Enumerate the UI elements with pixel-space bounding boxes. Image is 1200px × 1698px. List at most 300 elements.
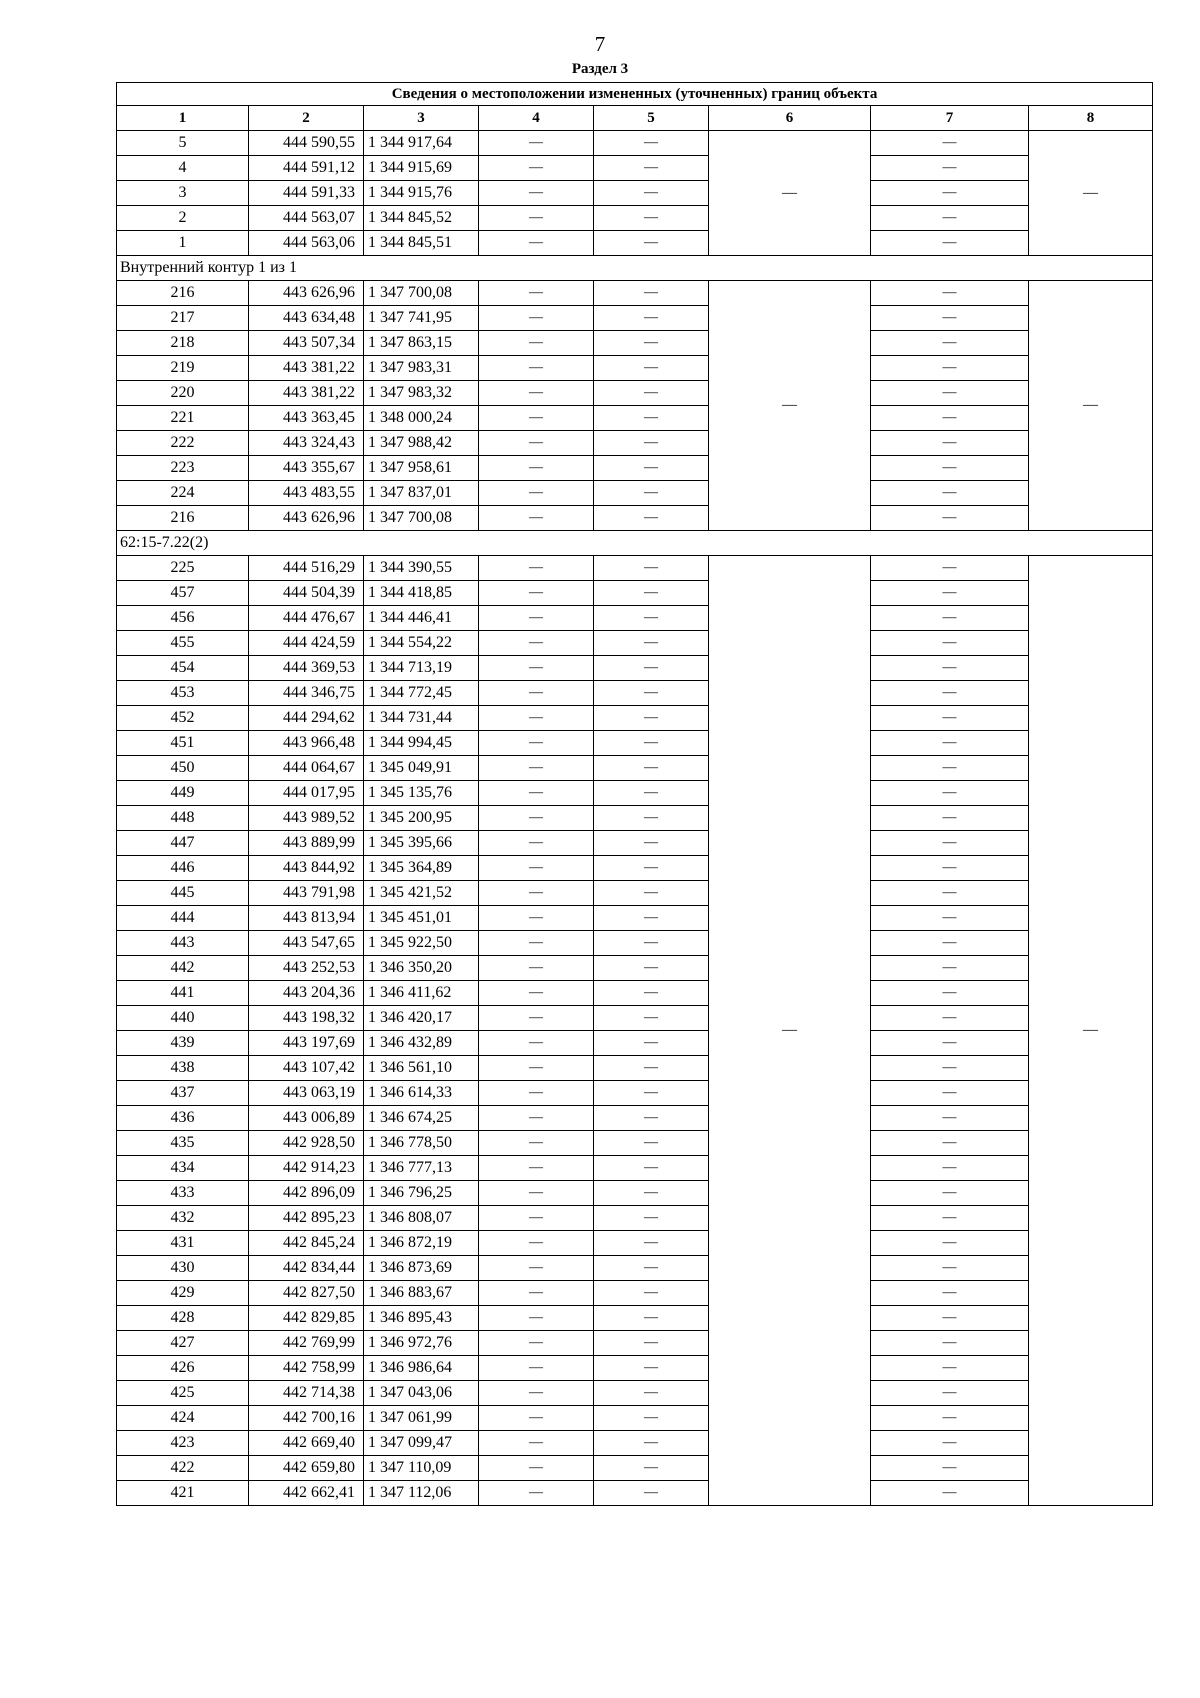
point-number: 437 <box>117 1081 249 1106</box>
col4-dash: — <box>479 231 594 256</box>
point-number: 428 <box>117 1306 249 1331</box>
coordinate-x: 444 591,12 <box>249 156 364 181</box>
col4-dash: — <box>479 1131 594 1156</box>
coordinate-x: 442 928,50 <box>249 1131 364 1156</box>
col7-dash: — <box>871 1356 1029 1381</box>
coordinate-x: 444 563,06 <box>249 231 364 256</box>
contour-group-row <box>117 256 1153 281</box>
col5-dash: — <box>594 1406 709 1431</box>
coordinate-y: 1 345 421,52 <box>364 881 479 906</box>
coordinate-y: 1 346 350,20 <box>364 956 479 981</box>
coordinate-y: 1 344 731,44 <box>364 706 479 731</box>
coordinate-y: 1 344 915,76 <box>364 181 479 206</box>
table-row <box>117 131 1153 156</box>
coordinate-x: 443 204,36 <box>249 981 364 1006</box>
point-number: 221 <box>117 406 249 431</box>
point-number: 225 <box>117 556 249 581</box>
col5-dash: — <box>594 1306 709 1331</box>
coordinate-y: 1 345 395,66 <box>364 831 479 856</box>
point-number: 436 <box>117 1106 249 1131</box>
col5-dash: — <box>594 431 709 456</box>
coordinate-y: 1 347 110,09 <box>364 1456 479 1481</box>
col4-dash: — <box>479 1106 594 1131</box>
coordinate-y: 1 346 614,33 <box>364 1081 479 1106</box>
coordinate-x: 443 252,53 <box>249 956 364 981</box>
col7-dash: — <box>871 1331 1029 1356</box>
point-number: 438 <box>117 1056 249 1081</box>
col7-dash: — <box>871 1181 1029 1206</box>
col4-dash: — <box>479 1306 594 1331</box>
col4-dash: — <box>479 131 594 156</box>
point-number: 222 <box>117 431 249 456</box>
point-number: 220 <box>117 381 249 406</box>
col4-dash: — <box>479 1331 594 1356</box>
table-row <box>117 956 1153 981</box>
table-row <box>117 356 1153 381</box>
col4-dash: — <box>479 431 594 456</box>
coordinate-y: 1 346 872,19 <box>364 1231 479 1256</box>
col5-dash: — <box>594 1181 709 1206</box>
coordinate-x: 442 845,24 <box>249 1231 364 1256</box>
coordinate-y: 1 346 873,69 <box>364 1256 479 1281</box>
col7-dash: — <box>871 1406 1029 1431</box>
coordinate-x: 443 381,22 <box>249 356 364 381</box>
col7-dash: — <box>871 1031 1029 1056</box>
point-number: 453 <box>117 681 249 706</box>
col7-dash: — <box>871 356 1029 381</box>
coordinate-x: 443 547,65 <box>249 931 364 956</box>
col5-dash: — <box>594 406 709 431</box>
col5-dash: — <box>594 331 709 356</box>
coordinate-y: 1 344 554,22 <box>364 631 479 656</box>
table-row <box>117 1081 1153 1106</box>
table-row <box>117 156 1153 181</box>
col7-dash: — <box>871 781 1029 806</box>
coordinate-x: 443 626,96 <box>249 281 364 306</box>
table-row <box>117 1131 1153 1156</box>
table-row <box>117 1031 1153 1056</box>
point-number: 5 <box>117 131 249 156</box>
table-row <box>117 1181 1153 1206</box>
point-number: 451 <box>117 731 249 756</box>
point-number: 424 <box>117 1406 249 1431</box>
point-number: 446 <box>117 856 249 881</box>
col4-dash: — <box>479 756 594 781</box>
col4-dash: — <box>479 1256 594 1281</box>
coordinate-x: 443 006,89 <box>249 1106 364 1131</box>
point-number: 217 <box>117 306 249 331</box>
col4-dash: — <box>479 656 594 681</box>
coordinate-y: 1 347 043,06 <box>364 1381 479 1406</box>
table-row <box>117 1406 1153 1431</box>
col5-dash: — <box>594 856 709 881</box>
column-number: 5 <box>594 106 709 131</box>
column-number: 6 <box>709 106 871 131</box>
table-row <box>117 1431 1153 1456</box>
coordinate-x: 443 324,43 <box>249 431 364 456</box>
col7-dash: — <box>871 1281 1029 1306</box>
coordinate-y: 1 347 988,42 <box>364 431 479 456</box>
col7-dash: — <box>871 731 1029 756</box>
coordinate-x: 443 791,98 <box>249 881 364 906</box>
col5-dash: — <box>594 1206 709 1231</box>
col4-dash: — <box>479 381 594 406</box>
table-row <box>117 731 1153 756</box>
table-row <box>117 331 1153 356</box>
col4-dash: — <box>479 556 594 581</box>
col5-dash: — <box>594 756 709 781</box>
coordinate-y: 1 346 674,25 <box>364 1106 479 1131</box>
coordinate-y: 1 347 700,08 <box>364 506 479 531</box>
table-row <box>117 681 1153 706</box>
coordinate-x: 444 516,29 <box>249 556 364 581</box>
coordinate-x: 442 896,09 <box>249 1181 364 1206</box>
col5-dash: — <box>594 1056 709 1081</box>
table-row <box>117 1456 1153 1481</box>
col4-dash: — <box>479 1181 594 1206</box>
col4-dash: — <box>479 1356 594 1381</box>
coordinate-y: 1 345 135,76 <box>364 781 479 806</box>
coordinate-x: 444 590,55 <box>249 131 364 156</box>
col7-dash: — <box>871 1431 1029 1456</box>
point-number: 455 <box>117 631 249 656</box>
col5-dash: — <box>594 1356 709 1381</box>
col4-dash: — <box>479 731 594 756</box>
col4-dash: — <box>479 1481 594 1506</box>
col7-dash: — <box>871 1206 1029 1231</box>
coordinate-x: 444 591,33 <box>249 181 364 206</box>
col4-dash: — <box>479 856 594 881</box>
col5-dash: — <box>594 231 709 256</box>
coordinate-x: 442 895,23 <box>249 1206 364 1231</box>
coordinate-y: 1 346 432,89 <box>364 1031 479 1056</box>
coordinate-x: 444 294,62 <box>249 706 364 731</box>
coordinate-x: 443 198,32 <box>249 1006 364 1031</box>
col5-dash: — <box>594 1006 709 1031</box>
col7-dash: — <box>871 1006 1029 1031</box>
col7-dash: — <box>871 556 1029 581</box>
col7-dash: — <box>871 631 1029 656</box>
table-row <box>117 231 1153 256</box>
col5-dash: — <box>594 156 709 181</box>
col8-merged-dash: — <box>1029 281 1153 531</box>
col5-dash: — <box>594 1431 709 1456</box>
table-row <box>117 1381 1153 1406</box>
col8-merged-dash: — <box>1029 556 1153 1506</box>
col5-dash: — <box>594 481 709 506</box>
point-number: 439 <box>117 1031 249 1056</box>
col7-dash: — <box>871 1381 1029 1406</box>
table-row <box>117 381 1153 406</box>
col7-dash: — <box>871 406 1029 431</box>
table-row <box>117 1356 1153 1381</box>
table-row <box>117 306 1153 331</box>
coordinate-y: 1 345 451,01 <box>364 906 479 931</box>
table-row <box>117 706 1153 731</box>
coordinate-y: 1 344 390,55 <box>364 556 479 581</box>
coordinate-x: 443 483,55 <box>249 481 364 506</box>
coordinate-y: 1 347 958,61 <box>364 456 479 481</box>
col4-dash: — <box>479 1206 594 1231</box>
col5-dash: — <box>594 1281 709 1306</box>
point-number: 3 <box>117 181 249 206</box>
col5-dash: — <box>594 381 709 406</box>
col4-dash: — <box>479 981 594 1006</box>
col5-dash: — <box>594 1456 709 1481</box>
point-number: 442 <box>117 956 249 981</box>
contour-group-label: Внутренний контур 1 из 1 <box>117 256 1153 281</box>
col5-dash: — <box>594 1156 709 1181</box>
table-row <box>117 806 1153 831</box>
col5-dash: — <box>594 1481 709 1506</box>
point-number: 218 <box>117 331 249 356</box>
col5-dash: — <box>594 581 709 606</box>
point-number: 423 <box>117 1431 249 1456</box>
col7-dash: — <box>871 381 1029 406</box>
point-number: 450 <box>117 756 249 781</box>
col4-dash: — <box>479 681 594 706</box>
col7-dash: — <box>871 156 1029 181</box>
col5-dash: — <box>594 731 709 756</box>
table-row <box>117 581 1153 606</box>
col7-dash: — <box>871 756 1029 781</box>
col4-dash: — <box>479 906 594 931</box>
col7-dash: — <box>871 981 1029 1006</box>
col7-dash: — <box>871 831 1029 856</box>
point-number: 433 <box>117 1181 249 1206</box>
table-row <box>117 781 1153 806</box>
coordinate-y: 1 346 796,25 <box>364 1181 479 1206</box>
col5-dash: — <box>594 781 709 806</box>
point-number: 443 <box>117 931 249 956</box>
table-row <box>117 906 1153 931</box>
col4-dash: — <box>479 881 594 906</box>
col4-dash: — <box>479 506 594 531</box>
col7-dash: — <box>871 331 1029 356</box>
col4-dash: — <box>479 1231 594 1256</box>
coordinate-y: 1 347 061,99 <box>364 1406 479 1431</box>
coordinate-x: 444 563,07 <box>249 206 364 231</box>
table-row <box>117 1231 1153 1256</box>
col8-merged-dash: — <box>1029 131 1153 256</box>
coordinate-x: 442 829,85 <box>249 1306 364 1331</box>
col7-dash: — <box>871 1156 1029 1181</box>
contour-group-label: 62:15-7.22(2) <box>117 531 1153 556</box>
col4-dash: — <box>479 931 594 956</box>
column-number: 2 <box>249 106 364 131</box>
col7-dash: — <box>871 1056 1029 1081</box>
table-row <box>117 831 1153 856</box>
section-title: Раздел 3 <box>571 61 629 77</box>
col5-dash: — <box>594 631 709 656</box>
col4-dash: — <box>479 806 594 831</box>
column-number: 1 <box>117 106 249 131</box>
coordinate-x: 442 714,38 <box>249 1381 364 1406</box>
col7-dash: — <box>871 1306 1029 1331</box>
table-row <box>117 1206 1153 1231</box>
col5-dash: — <box>594 1131 709 1156</box>
col5-dash: — <box>594 556 709 581</box>
point-number: 1 <box>117 231 249 256</box>
col5-dash: — <box>594 281 709 306</box>
coordinate-x: 443 381,22 <box>249 381 364 406</box>
col4-dash: — <box>479 356 594 381</box>
coordinate-y: 1 345 049,91 <box>364 756 479 781</box>
col5-dash: — <box>594 1031 709 1056</box>
table-row <box>117 1156 1153 1181</box>
table-row <box>117 756 1153 781</box>
col7-dash: — <box>871 806 1029 831</box>
col7-dash: — <box>871 681 1029 706</box>
coordinate-y: 1 344 845,52 <box>364 206 479 231</box>
col4-dash: — <box>479 1081 594 1106</box>
col4-dash: — <box>479 306 594 331</box>
column-number: 8 <box>1029 106 1153 131</box>
coordinate-y: 1 346 561,10 <box>364 1056 479 1081</box>
point-number: 219 <box>117 356 249 381</box>
col7-dash: — <box>871 931 1029 956</box>
col4-dash: — <box>479 831 594 856</box>
point-number: 4 <box>117 156 249 181</box>
coordinate-x: 444 504,39 <box>249 581 364 606</box>
point-number: 448 <box>117 806 249 831</box>
coordinate-x: 443 844,92 <box>249 856 364 881</box>
table-row <box>117 1306 1153 1331</box>
point-number: 223 <box>117 456 249 481</box>
col5-dash: — <box>594 181 709 206</box>
table-row <box>117 1281 1153 1306</box>
col4-dash: — <box>479 1156 594 1181</box>
col7-dash: — <box>871 906 1029 931</box>
point-number: 440 <box>117 1006 249 1031</box>
coordinate-y: 1 346 895,43 <box>364 1306 479 1331</box>
col4-dash: — <box>479 1281 594 1306</box>
col7-dash: — <box>871 481 1029 506</box>
coordinate-y: 1 347 863,15 <box>364 331 479 356</box>
col4-dash: — <box>479 156 594 181</box>
coordinate-x: 442 669,40 <box>249 1431 364 1456</box>
col4-dash: — <box>479 481 594 506</box>
table-row <box>117 981 1153 1006</box>
col5-dash: — <box>594 831 709 856</box>
coordinate-y: 1 344 418,85 <box>364 581 479 606</box>
point-number: 447 <box>117 831 249 856</box>
point-number: 435 <box>117 1131 249 1156</box>
col7-dash: — <box>871 431 1029 456</box>
col7-dash: — <box>871 1131 1029 1156</box>
col7-dash: — <box>871 231 1029 256</box>
coordinate-y: 1 344 845,51 <box>364 231 479 256</box>
coordinate-x: 443 889,99 <box>249 831 364 856</box>
coordinate-x: 442 700,16 <box>249 1406 364 1431</box>
coordinate-y: 1 347 983,32 <box>364 381 479 406</box>
point-number: 431 <box>117 1231 249 1256</box>
table-row <box>117 481 1153 506</box>
col7-dash: — <box>871 506 1029 531</box>
col4-dash: — <box>479 331 594 356</box>
contour-group-row <box>117 531 1153 556</box>
col5-dash: — <box>594 656 709 681</box>
point-number: 224 <box>117 481 249 506</box>
coordinate-y: 1 345 364,89 <box>364 856 479 881</box>
coordinate-y: 1 346 777,13 <box>364 1156 479 1181</box>
table-row <box>117 606 1153 631</box>
col5-dash: — <box>594 506 709 531</box>
coordinate-y: 1 345 200,95 <box>364 806 479 831</box>
table-row <box>117 556 1153 581</box>
coordinate-x: 444 424,59 <box>249 631 364 656</box>
coordinate-y: 1 347 700,08 <box>364 281 479 306</box>
coordinate-y: 1 346 808,07 <box>364 1206 479 1231</box>
coordinate-y: 1 347 112,06 <box>364 1481 479 1506</box>
col5-dash: — <box>594 906 709 931</box>
col4-dash: — <box>479 1031 594 1056</box>
col7-dash: — <box>871 856 1029 881</box>
coordinate-y: 1 347 099,47 <box>364 1431 479 1456</box>
coordinate-x: 444 064,67 <box>249 756 364 781</box>
coordinate-x: 444 346,75 <box>249 681 364 706</box>
coordinate-y: 1 346 972,76 <box>364 1331 479 1356</box>
col6-merged-dash: — <box>709 556 871 1506</box>
col4-dash: — <box>479 206 594 231</box>
coordinate-x: 442 769,99 <box>249 1331 364 1356</box>
coordinate-y: 1 344 446,41 <box>364 606 479 631</box>
col7-dash: — <box>871 181 1029 206</box>
col4-dash: — <box>479 706 594 731</box>
col4-dash: — <box>479 281 594 306</box>
col7-dash: — <box>871 881 1029 906</box>
coordinate-x: 443 989,52 <box>249 806 364 831</box>
table-row <box>117 1106 1153 1131</box>
point-number: 457 <box>117 581 249 606</box>
col5-dash: — <box>594 931 709 956</box>
col5-dash: — <box>594 1381 709 1406</box>
col7-dash: — <box>871 281 1029 306</box>
point-number: 449 <box>117 781 249 806</box>
coordinate-x: 442 659,80 <box>249 1456 364 1481</box>
col7-dash: — <box>871 1256 1029 1281</box>
table-row <box>117 1331 1153 1356</box>
column-number: 3 <box>364 106 479 131</box>
coordinate-y: 1 346 411,62 <box>364 981 479 1006</box>
coordinate-y: 1 348 000,24 <box>364 406 479 431</box>
col4-dash: — <box>479 456 594 481</box>
coordinate-x: 442 758,99 <box>249 1356 364 1381</box>
table-caption-row <box>117 83 1153 106</box>
coordinate-x: 443 363,45 <box>249 406 364 431</box>
point-number: 216 <box>117 506 249 531</box>
col7-dash: — <box>871 1106 1029 1131</box>
coordinate-x: 443 813,94 <box>249 906 364 931</box>
coordinate-x: 443 063,19 <box>249 1081 364 1106</box>
point-number: 429 <box>117 1281 249 1306</box>
table-caption: Сведения о местоположении измененных (уточненных) границ объекта <box>117 83 1153 106</box>
coordinate-y: 1 346 883,67 <box>364 1281 479 1306</box>
point-number: 452 <box>117 706 249 731</box>
col5-dash: — <box>594 1331 709 1356</box>
col5-dash: — <box>594 456 709 481</box>
coordinate-x: 443 355,67 <box>249 456 364 481</box>
table-row <box>117 1481 1153 1506</box>
table-row <box>117 656 1153 681</box>
table-row <box>117 1006 1153 1031</box>
col5-dash: — <box>594 1081 709 1106</box>
col5-dash: — <box>594 1231 709 1256</box>
col4-dash: — <box>479 1406 594 1431</box>
coordinate-y: 1 344 994,45 <box>364 731 479 756</box>
col5-dash: — <box>594 956 709 981</box>
column-number: 4 <box>479 106 594 131</box>
